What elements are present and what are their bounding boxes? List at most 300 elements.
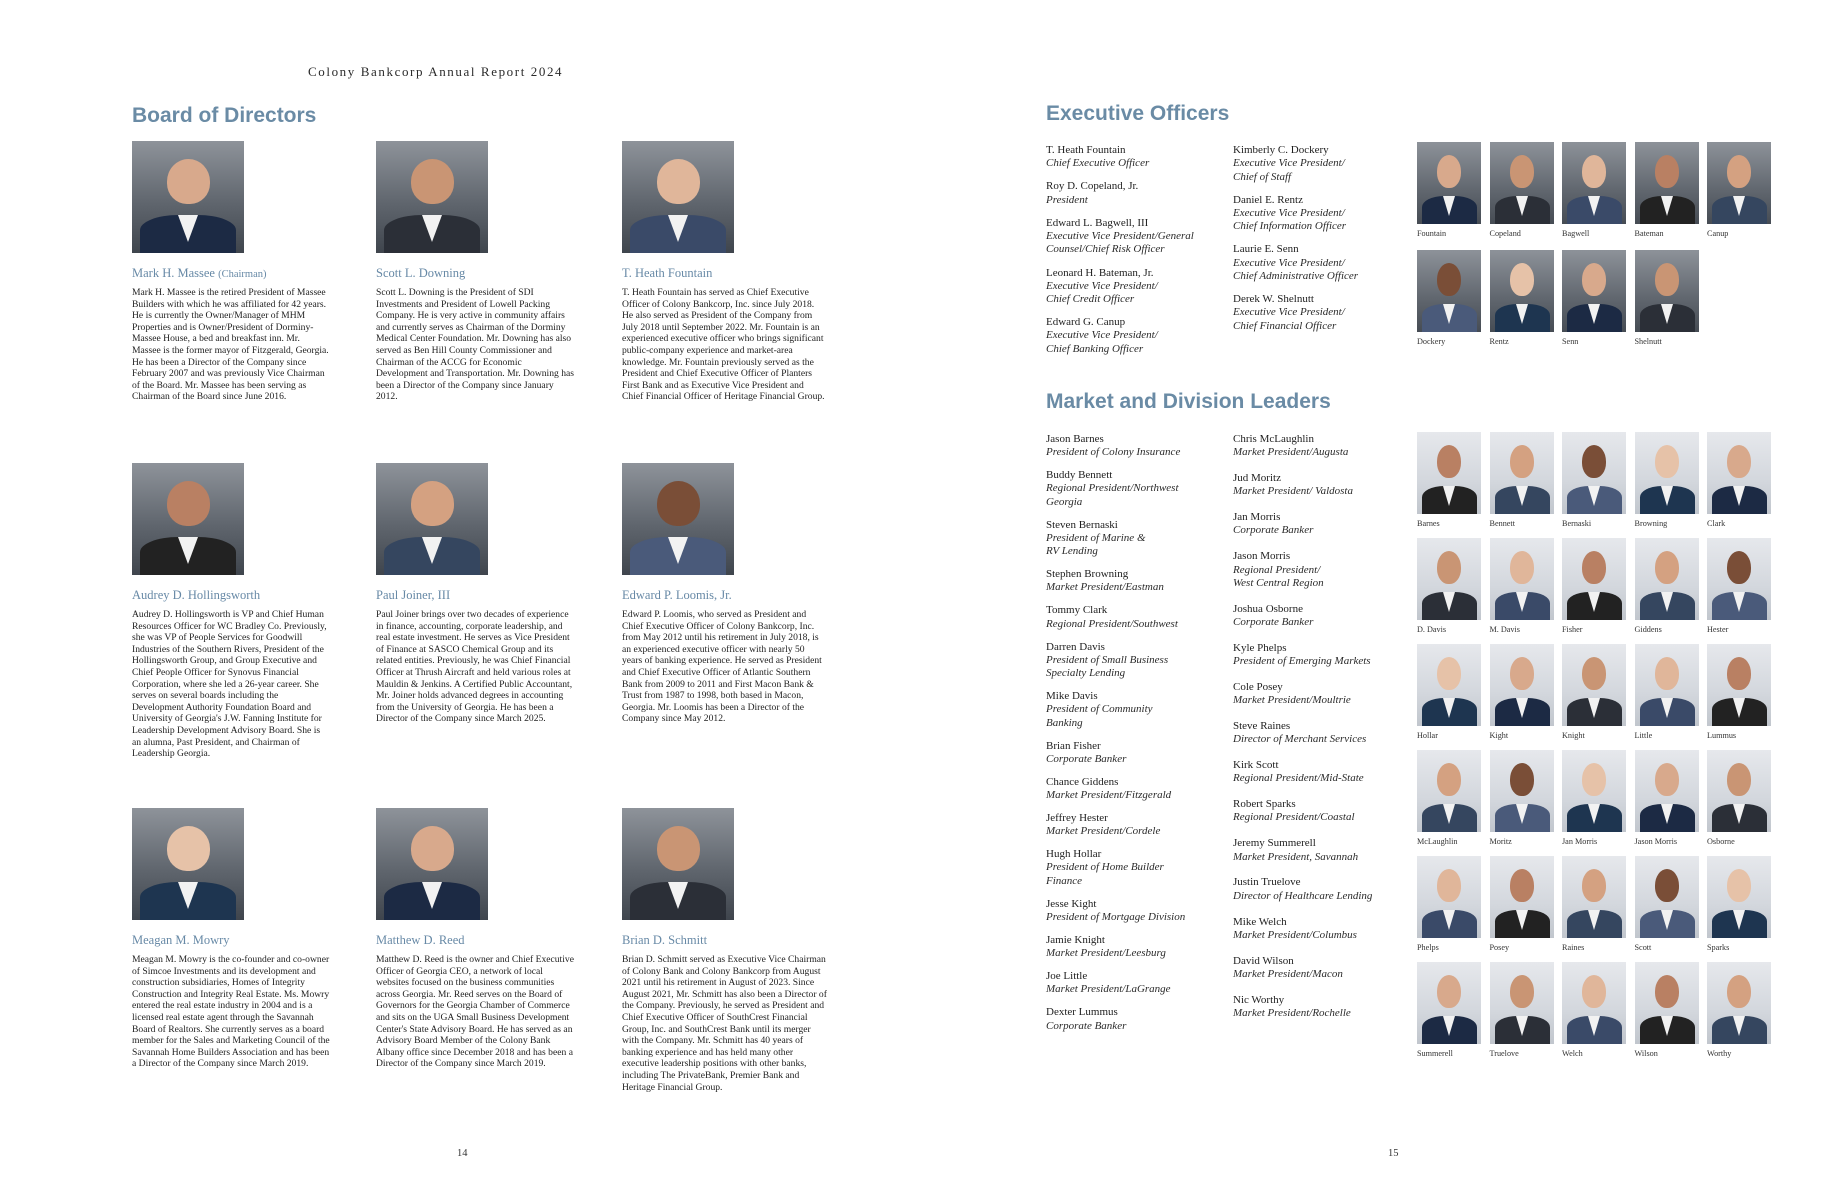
portrait-head — [1510, 975, 1534, 1008]
headshot-photo — [1707, 962, 1771, 1044]
person-name: T. Heath Fountain — [1046, 144, 1126, 156]
director-photo — [132, 141, 244, 253]
headshot — [1635, 250, 1699, 346]
person-name: Joe Little — [1046, 970, 1088, 983]
headshot-caption: Hollar — [1417, 731, 1438, 740]
headshot-caption: Sparks — [1707, 943, 1730, 952]
person-title: Market President/Cordele — [1046, 825, 1161, 838]
portrait-shirt — [1443, 804, 1455, 824]
portrait-shirt — [178, 882, 198, 909]
person-entry — [1233, 144, 1345, 184]
person-entry — [1233, 955, 1343, 982]
headshot-caption: Barnes — [1417, 519, 1440, 528]
headshot-caption: Jan Morris — [1562, 837, 1598, 846]
portrait-head — [1655, 263, 1679, 296]
person-title: Chief Banking Officer — [1046, 342, 1144, 355]
portrait-shirt — [1588, 196, 1600, 216]
director-name: Meagan M. Mowry — [132, 933, 230, 947]
person-name: Jeffrey Hester — [1046, 812, 1108, 824]
person-name: Laurie E. Senn — [1233, 243, 1299, 256]
person-name: Jud Moritz — [1233, 472, 1281, 485]
portrait-head — [411, 481, 454, 526]
headshot-photo — [1635, 856, 1699, 938]
headshot-caption: Truelove — [1489, 1049, 1519, 1058]
person-title: Specialty Lending — [1046, 667, 1126, 680]
market-leaders-heading: Market and Division Leaders — [1046, 390, 1331, 413]
portrait-shirt — [1661, 486, 1673, 506]
person-entry — [1046, 641, 1168, 681]
director-card — [622, 141, 827, 403]
person-title: Georgia — [1046, 495, 1083, 508]
director-card — [376, 808, 574, 1070]
person-entry — [1046, 316, 1158, 356]
headshot — [1417, 432, 1481, 528]
headshot-photo — [1635, 644, 1699, 726]
headshot — [1635, 142, 1699, 238]
portrait-shirt — [1733, 196, 1745, 216]
portrait-head — [1582, 763, 1606, 796]
person-entry — [1046, 433, 1180, 460]
person-title: Market President/Columbus — [1233, 928, 1357, 941]
portrait-head — [1655, 155, 1679, 188]
person-entry — [1233, 194, 1346, 234]
headshot-caption: Rentz — [1489, 337, 1509, 346]
portrait-head — [1510, 869, 1534, 902]
person-entry — [1233, 511, 1313, 538]
person-name: Edward G. Canup — [1046, 316, 1126, 329]
person-name: Mike Welch — [1233, 915, 1287, 928]
portrait-head — [1727, 763, 1751, 796]
person-title: Chief of Staff — [1233, 170, 1292, 183]
headshot-caption: Scott — [1634, 943, 1652, 952]
person-title: Market President/Leesburg — [1046, 947, 1166, 960]
portrait-shirt — [1588, 698, 1600, 718]
headshot-photo — [1562, 856, 1626, 938]
person-name: Stephen Browning — [1046, 568, 1129, 581]
person-entry — [1046, 604, 1178, 631]
headshot — [1635, 750, 1699, 846]
person-entry — [1233, 720, 1366, 747]
headshot — [1417, 856, 1481, 952]
headshot-caption: Worthy — [1707, 1049, 1732, 1058]
person-title: Director of Healthcare Lending — [1233, 889, 1373, 902]
person-name: Roy D. Copeland, Jr. — [1046, 180, 1139, 193]
report-title: Colony Bankcorp Annual Report 2024 — [308, 64, 564, 79]
portrait-head — [1582, 869, 1606, 902]
headshot-caption: Giddens — [1634, 625, 1662, 634]
headshot — [1707, 856, 1771, 952]
person-title: Market President/Fitzgerald — [1046, 789, 1172, 802]
person-title: Regional President/Northwest — [1046, 482, 1179, 495]
portrait-shirt — [1588, 910, 1600, 930]
person-title: Director of Merchant Services — [1233, 733, 1367, 746]
headshot — [1635, 856, 1699, 952]
headshot-caption: Canup — [1707, 229, 1729, 238]
person-name: Jeremy Summerell — [1233, 837, 1316, 850]
headshot — [1635, 644, 1699, 740]
person-entry — [1233, 603, 1313, 630]
headshot — [1417, 644, 1481, 740]
person-entry — [1233, 433, 1348, 460]
headshot-caption: D. Davis — [1417, 625, 1447, 634]
headshot-caption: Bennett — [1489, 519, 1515, 528]
headshot-photo — [1490, 250, 1554, 332]
person-title: West Central Region — [1233, 576, 1324, 589]
portrait-head — [411, 826, 454, 871]
person-name: Tommy Clark — [1046, 604, 1108, 617]
headshot-photo — [1562, 962, 1626, 1044]
person-name: Steve Raines — [1233, 720, 1291, 732]
person-title: President of Home Builder — [1046, 861, 1164, 874]
headshot-photo — [1417, 538, 1481, 620]
headshot-photo — [1707, 856, 1771, 938]
portrait-head — [167, 826, 210, 871]
person-title: Chief Information Officer — [1233, 220, 1347, 233]
headshot-photo — [1707, 142, 1771, 224]
headshot-photo — [1707, 750, 1771, 832]
portrait-shirt — [668, 215, 688, 242]
headshot-photo — [1707, 432, 1771, 514]
person-name: Leonard H. Bateman, Jr. — [1046, 266, 1154, 279]
director-photo — [376, 463, 488, 575]
director-bio: Brian D. Schmitt served as Executive Vice Chairman of Colony Bank and Colony Bankcorp from August 2021 until his retirement in August of 2023. Since August 2021, Mr. Schmitt has also been a Director of the Company. Previously, he served as President and Chief Executive Officer of SouthCrest Financial Group, Inc. and SouthCrest Bank until its merger with the Company. Mr. Schmitt has 40 years of banking experience and has held many other executive leadership positions with other banks, including The PrivateBank, Premier Bank and Heritage Financial Group. — [622, 954, 827, 1093]
person-title: Chief Administrative Officer — [1233, 269, 1359, 282]
headshot — [1490, 142, 1554, 238]
headshot-caption: Clark — [1707, 519, 1726, 528]
person-name: Justin Truelove — [1233, 876, 1301, 889]
person-title: Regional President/ — [1233, 563, 1321, 576]
headshot-photo — [1635, 250, 1699, 332]
director-name: Edward P. Loomis, Jr. — [622, 588, 732, 602]
portrait-shirt — [1516, 486, 1528, 506]
director-name: Matthew D. Reed — [376, 933, 465, 947]
portrait-shirt — [422, 215, 442, 242]
person-name: David Wilson — [1233, 954, 1294, 967]
person-title: Executive Vice President/General — [1046, 230, 1194, 243]
person-title: Market President, Savannah — [1233, 850, 1359, 863]
person-entry — [1046, 568, 1164, 595]
person-entry — [1233, 550, 1324, 590]
headshot-caption: M. Davis — [1489, 625, 1520, 634]
portrait-shirt — [1516, 304, 1528, 324]
headshot-photo — [1635, 432, 1699, 514]
person-entry — [1233, 472, 1353, 499]
person-entry — [1233, 916, 1357, 943]
person-title: Executive Vice President/ — [1233, 256, 1345, 269]
headshot-caption: Jason Morris — [1634, 837, 1678, 846]
portrait-shirt — [1443, 592, 1455, 612]
director-bio: Edward P. Loomis, who served as President and Chief Executive Officer of Colony Bankcorp, Inc. from May 2012 until his retirement in July 2018, is an experienced executive officer with nearly 50 years of banking experience. He served as President and Chief Executive Officer of Atlantic Southern Bank from 2009 to 2011 and First Macon Bank & Trust from 1987 to 1998, both based in Macon, Georgia. Mr. Loomis has been a Director of the Company since May 2012. — [622, 609, 822, 725]
headshot — [1562, 962, 1626, 1058]
director-card — [132, 141, 330, 403]
portrait-head — [1582, 657, 1606, 690]
headshot-photo — [1490, 962, 1554, 1044]
person-title: President of Emerging Markets — [1233, 655, 1371, 668]
portrait-shirt — [178, 537, 198, 564]
portrait-shirt — [1661, 196, 1673, 216]
portrait-head — [1510, 763, 1534, 796]
portrait-head — [1437, 975, 1461, 1008]
person-entry — [1233, 642, 1371, 669]
director-bio: Audrey D. Hollingsworth is VP and Chief Human Resources Officer for WC Bradley Co. Previously, she was VP of People Services for Goodwill Industries of the Southern Rivers, President of the Hollingsworth Group, and Group Executive and Chief People Officer for Synovus Financial Corporation, where she led a 26-year career. She serves on several boards including the Development Authority Foundation Board and University of Georgia's J.W. Fanning Institute for Leadership Development Advisory Board. She is an alumna, Past President, and Chairman of Leadership Georgia. — [132, 609, 327, 760]
headshot-caption: Senn — [1562, 337, 1579, 346]
portrait-head — [1727, 445, 1751, 478]
headshot-caption: Fountain — [1417, 229, 1447, 238]
person-title: President of Colony Insurance — [1046, 446, 1181, 459]
headshot-photo — [1490, 432, 1554, 514]
portrait-head — [1582, 445, 1606, 478]
portrait-shirt — [1443, 486, 1455, 506]
person-title: Finance — [1046, 874, 1083, 887]
person-name: Mike Davis — [1046, 690, 1098, 703]
headshot-photo — [1417, 856, 1481, 938]
person-name: Steven Bernaski — [1046, 518, 1118, 531]
person-title: Market President/Moultrie — [1233, 694, 1351, 707]
headshot-photo — [1562, 432, 1626, 514]
person-title: Counsel/Chief Risk Officer — [1046, 243, 1165, 256]
headshot-photo — [1417, 750, 1481, 832]
portrait-shirt — [1733, 486, 1745, 506]
page-number-left: 14 — [457, 1148, 468, 1159]
headshot-photo — [1635, 538, 1699, 620]
portrait-head — [1582, 263, 1606, 296]
director-name: Paul Joiner, III — [376, 588, 451, 602]
person-entry — [1046, 898, 1185, 925]
headshot-caption: Bagwell — [1562, 229, 1590, 238]
portrait-shirt — [1733, 698, 1745, 718]
headshot — [1490, 644, 1554, 740]
director-card — [132, 463, 330, 760]
person-entry — [1046, 267, 1158, 307]
director-bio: Meagan M. Mowry is the co-founder and co-owner of Simcoe Investments and its development and construction subsidiaries, Homes of Integrity Construction and Integrity Real Estate. Ms. Mowry entered the real estate industry in 2004 and is a licensed real estate agent through the Savannah Board of Realtors. She currently serves as a board member for the Sales and Marketing Council of the Savannah Home Builders Association and has been a Director of the Company since March 2019. — [132, 954, 330, 1070]
portrait-head — [1437, 869, 1461, 902]
headshot-caption: Lummus — [1707, 731, 1737, 740]
portrait-shirt — [1588, 1016, 1600, 1036]
portrait-head — [1582, 975, 1606, 1008]
person-name: Jan Morris — [1233, 511, 1281, 524]
director-suffix: (Chairman) — [218, 269, 267, 280]
director-name: Mark H. Massee (Chairman) — [132, 266, 267, 280]
portrait-head — [1727, 155, 1751, 188]
headshot — [1707, 538, 1771, 634]
person-entry — [1046, 740, 1126, 767]
portrait-shirt — [1588, 304, 1600, 324]
headshot — [1490, 856, 1554, 952]
headshot — [1417, 538, 1481, 634]
portrait-head — [167, 159, 210, 204]
person-title: Market President/Macon — [1233, 967, 1343, 980]
person-name: Jesse Kight — [1046, 897, 1097, 910]
person-title: RV Lending — [1046, 545, 1098, 558]
person-name: Jamie Knight — [1046, 933, 1105, 946]
headshot-photo — [1562, 250, 1626, 332]
person-title: Executive Vice President/ — [1233, 306, 1345, 319]
portrait-shirt — [1516, 910, 1528, 930]
headshot-caption: Bernaski — [1562, 519, 1592, 528]
person-title: President — [1046, 193, 1088, 206]
portrait-head — [1582, 551, 1606, 584]
headshot-photo — [1417, 250, 1481, 332]
portrait-shirt — [422, 537, 442, 564]
headshot-caption: Wilson — [1634, 1049, 1658, 1058]
portrait-head — [1727, 975, 1751, 1008]
portrait-shirt — [668, 537, 688, 564]
person-entry — [1233, 837, 1358, 864]
portrait-shirt — [1733, 1016, 1745, 1036]
headshot-photo — [1490, 644, 1554, 726]
headshot-caption: Hester — [1707, 625, 1729, 634]
portrait-shirt — [1661, 304, 1673, 324]
headshot — [1707, 962, 1771, 1058]
headshot — [1417, 142, 1481, 238]
portrait-head — [1510, 657, 1534, 690]
person-name: Nic Worthy — [1233, 993, 1285, 1006]
portrait-head — [1510, 445, 1534, 478]
portrait-shirt — [1443, 910, 1455, 930]
headshot-photo — [1635, 142, 1699, 224]
person-title: President of Mortgage Division — [1046, 910, 1186, 923]
person-entry — [1046, 519, 1146, 559]
headshot-photo — [1562, 644, 1626, 726]
headshot-photo — [1635, 750, 1699, 832]
person-name: Dexter Lummus — [1046, 1006, 1118, 1019]
portrait-shirt — [1661, 804, 1673, 824]
person-entry — [1046, 812, 1160, 839]
headshot — [1562, 250, 1626, 346]
person-title: President of Marine & — [1046, 531, 1146, 544]
person-title: Executive Vice President/ — [1233, 206, 1345, 219]
headshot-caption: Summerell — [1417, 1049, 1453, 1058]
headshot — [1562, 538, 1626, 634]
person-title: Corporate Banker — [1046, 752, 1127, 765]
person-name: Buddy Bennett — [1046, 469, 1113, 482]
person-entry — [1046, 217, 1194, 257]
person-title: Market President/Rochelle — [1233, 1006, 1351, 1019]
headshot — [1490, 750, 1554, 846]
headshot-photo — [1490, 538, 1554, 620]
portrait-head — [1437, 445, 1461, 478]
portrait-head — [1727, 869, 1751, 902]
person-title: Market President/Eastman — [1046, 581, 1164, 594]
director-card — [376, 463, 574, 725]
director-photo — [376, 141, 488, 253]
person-name: Kimberly C. Dockery — [1233, 144, 1329, 156]
headshot — [1562, 432, 1626, 528]
portrait-shirt — [1733, 592, 1745, 612]
headshot — [1490, 250, 1554, 346]
headshot-caption: Welch — [1562, 1049, 1583, 1058]
person-name: Brian Fisher — [1046, 739, 1101, 752]
director-card — [622, 463, 827, 725]
portrait-shirt — [1661, 592, 1673, 612]
director-name: T. Heath Fountain — [622, 266, 713, 280]
person-name: Jason Barnes — [1046, 433, 1104, 445]
headshot-photo — [1562, 750, 1626, 832]
portrait-shirt — [1443, 1016, 1455, 1036]
person-name: Edward L. Bagwell, III — [1046, 216, 1149, 229]
portrait-head — [1437, 551, 1461, 584]
director-name: Brian D. Schmitt — [622, 933, 708, 947]
person-title: Executive Vice President/ — [1046, 329, 1158, 342]
portrait-shirt — [1443, 196, 1455, 216]
headshot — [1490, 538, 1554, 634]
portrait-head — [1655, 869, 1679, 902]
portrait-shirt — [1516, 804, 1528, 824]
headshot-caption: Posey — [1489, 943, 1510, 952]
person-title: Executive Vice President/ — [1046, 279, 1158, 292]
person-entry — [1233, 243, 1358, 283]
headshot-photo — [1417, 644, 1481, 726]
headshot-photo — [1562, 142, 1626, 224]
headshot — [1707, 142, 1771, 238]
portrait-head — [1437, 763, 1461, 796]
portrait-head — [1655, 763, 1679, 796]
director-bio: Matthew D. Reed is the owner and Chief Executive Officer of Georgia CEO, a network of local websites focused on the business communities across Georgia. Mr. Reed serves on the Board of Governors for the Georgia Chamber of Commerce and sits on the UGA Small Business Development Center's State Advisory Board. He has served as an Advisory Board Member of the Colony Bank Albany office since December 2018 and has been a Director of the Company since March 2019. — [376, 954, 574, 1070]
portrait-head — [1727, 551, 1751, 584]
headshot-caption: Shelnutt — [1634, 337, 1662, 346]
portrait-head — [411, 159, 454, 204]
person-title: President of Small Business — [1046, 653, 1169, 666]
headshot-caption: Copeland — [1489, 229, 1521, 238]
headshot — [1707, 644, 1771, 740]
headshot-photo — [1417, 962, 1481, 1044]
portrait-shirt — [178, 215, 198, 242]
director-bio: T. Heath Fountain has served as Chief Executive Officer of Colony Bankcorp, Inc. since July 2018. He also served as President of the Company from July 2018 until September 2022. Mr. Fountain is an experienced executive officer who brings significant public-company experience and market-area knowledge. Mr. Fountain previously served as the President and Chief Executive Officer of Planters First Bank and as Executive Vice President and Chief Financial Officer of Heritage Financial Group. — [622, 287, 825, 403]
headshot — [1562, 644, 1626, 740]
director-photo — [376, 808, 488, 920]
headshot-photo — [1490, 750, 1554, 832]
portrait-head — [1437, 657, 1461, 690]
person-entry — [1233, 876, 1372, 903]
person-name: Daniel E. Rentz — [1233, 193, 1303, 206]
person-title: Regional President/Coastal — [1233, 811, 1355, 824]
person-title: Executive Vice President/ — [1233, 157, 1345, 170]
headshot-photo — [1562, 538, 1626, 620]
headshot — [1635, 538, 1699, 634]
executive-officers-heading: Executive Officers — [1046, 102, 1230, 125]
headshot — [1562, 750, 1626, 846]
headshot-photo — [1707, 644, 1771, 726]
portrait-head — [1510, 155, 1534, 188]
person-entry — [1233, 994, 1351, 1021]
person-title: Banking — [1046, 716, 1083, 729]
headshot — [1490, 432, 1554, 528]
headshot-caption: Kight — [1489, 731, 1509, 740]
person-entry — [1046, 144, 1149, 171]
person-name: Cole Posey — [1233, 680, 1283, 693]
headshot — [1490, 962, 1554, 1058]
director-bio: Paul Joiner brings over two decades of experience in finance, accounting, corporate leadership, and real estate investment. He serves as Vice President of Finance at SASCO Chemical Group and its related entities. Previously, he was Chief Financial Officer at Thrush Aircraft and held various roles at Mauldin & Jenkins. A Certified Public Accountant, Mr. Joiner holds advanced degrees in accounting from the University of Georgia. He has been a Director of the Company since March 2025. — [376, 609, 573, 725]
portrait-head — [1727, 657, 1751, 690]
portrait-head — [657, 159, 700, 204]
person-title: Corporate Banker — [1233, 615, 1314, 628]
director-photo — [622, 808, 734, 920]
person-entry — [1046, 970, 1171, 997]
person-title: Market President/LaGrange — [1046, 983, 1171, 996]
person-name: Kirk Scott — [1233, 759, 1279, 772]
portrait-shirt — [1661, 698, 1673, 718]
headshot — [1562, 856, 1626, 952]
person-name: Chris McLaughlin — [1233, 433, 1314, 445]
portrait-shirt — [422, 882, 442, 909]
person-name: Chance Giddens — [1046, 775, 1119, 788]
headshot-photo — [1635, 962, 1699, 1044]
person-entry — [1046, 776, 1171, 803]
person-title: President of Community — [1046, 703, 1153, 716]
person-name: Derek W. Shelnutt — [1233, 293, 1314, 306]
person-name: Robert Sparks — [1233, 798, 1296, 811]
director-photo — [622, 141, 734, 253]
